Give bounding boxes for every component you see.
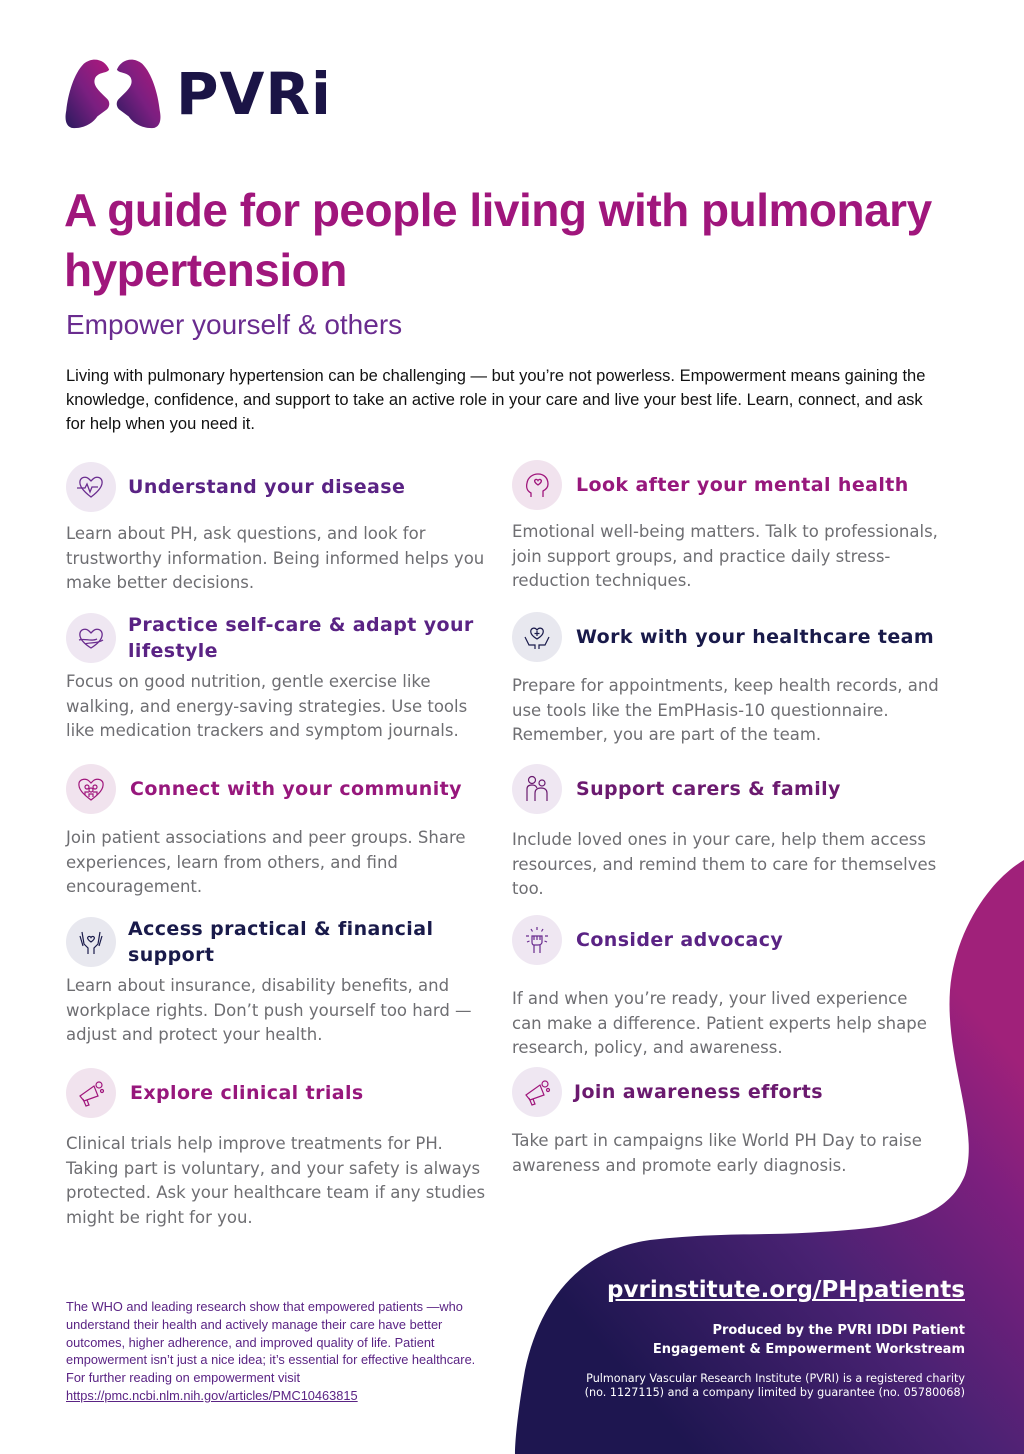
section-body: Learn about PH, ask questions, and look for trustworthy information. Being informed helps you make better decisions.: [66, 524, 485, 592]
hands-medical-heart-icon: [512, 612, 562, 662]
heart-pulse-icon: [66, 462, 116, 512]
section-title: Support carers & family: [576, 778, 841, 800]
section-body: Learn about insurance, disability benefits, and workplace rights. Don’t push yourself too hard — adjust and protect your health.: [66, 976, 472, 1044]
section-title: Explore clinical trials: [130, 1082, 364, 1104]
website-link[interactable]: pvrinstitute.org/PHpatients: [607, 1277, 965, 1303]
section-advocacy: [512, 915, 942, 1061]
section-understand-disease: [66, 462, 496, 596]
hands-holding-heart-icon: [66, 917, 116, 967]
pmc-article-link[interactable]: https://pmc.ncbi.nlm.nih.gov/articles/PMC10463815: [66, 1387, 358, 1403]
section-healthcare-team: [512, 612, 942, 748]
section-body: Focus on good nutrition, gentle exercise like walking, and energy-saving strategies. Use tools like medication trackers and symptom journals.: [66, 672, 468, 740]
community-heart-icon: [66, 764, 116, 814]
footnote-text: The WHO and leading research show that empowered patients —who understand their health and actively manage their care have better outcomes, higher adherence, and improved quality of life. Patient empowerment isn’t just a nice idea; it’s essential for effective healthcare. For further reading on empowerment visit: [66, 1299, 476, 1386]
section-clinical-trials: [66, 1068, 496, 1230]
head-heart-icon: [512, 460, 562, 510]
megaphone-icon: [66, 1068, 116, 1118]
section-title: Join awareness efforts: [574, 1081, 823, 1103]
lungs-heart-logo-icon: [64, 56, 162, 132]
section-body: If and when you’re ready, your lived experience can make a difference. Patient experts help shape research, policy, and awareness.: [512, 989, 927, 1057]
section-title: Access practical & financial support: [128, 918, 434, 966]
section-title: Work with your healthcare team: [576, 626, 935, 648]
section-body: Include loved ones in your care, help them access resources, and remind them to care for themselves too.: [512, 830, 937, 898]
section-community: [66, 764, 496, 900]
section-body: Clinical trials help improve treatments for PH. Taking part is voluntary, and your safety is always protected. Ask your healthcare team if any studies might be right for you.: [66, 1134, 486, 1227]
pvri-logo: [64, 56, 332, 132]
charity-notice: [585, 1372, 965, 1399]
self-hug-heart-icon: [66, 613, 116, 663]
section-body: Take part in campaigns like World PH Day to raise awareness and promote early diagnosis.: [512, 1131, 922, 1175]
page-subtitle: Empower yourself & others: [66, 309, 403, 340]
charity-line-2: (no. 1127115) and a company limited by guarantee (no. 05780068): [584, 1385, 965, 1399]
section-title: Connect with your community: [130, 778, 462, 800]
charity-line-1: Pulmonary Vascular Research Institute (PVRI) is a registered charity: [586, 1372, 965, 1385]
produced-by: [585, 1321, 965, 1359]
section-title: Practice self-care & adapt your lifestyle: [128, 614, 474, 662]
produced-line-2: Engagement & Empowerment Workstream: [652, 1342, 965, 1357]
footer-info: [585, 1277, 965, 1399]
section-title: Consider advocacy: [576, 929, 784, 951]
section-title: Look after your mental health: [576, 474, 909, 496]
section-awareness: [512, 1067, 942, 1178]
page-title: A guide for people living with pulmonary hypertension: [64, 184, 932, 296]
megaphone-icon: [512, 1067, 562, 1117]
section-body: Emotional well-being matters. Talk to professionals, join support groups, and practice daily stress-reduction techniques.: [512, 522, 938, 590]
section-body: Join patient associations and peer groups. Share experiences, learn from others, and find encouragement.: [66, 828, 466, 896]
section-practical-financial: [66, 916, 496, 1048]
section-carers-family: [512, 764, 942, 902]
research-footnote: [66, 1298, 486, 1405]
raised-fist-icon: [512, 915, 562, 965]
section-body: Prepare for appointments, keep health records, and use tools like the EmPHasis-10 questionnaire. Remember, you are part of the team.: [512, 676, 939, 744]
section-title: Understand your disease: [128, 476, 406, 498]
section-mental-health: [512, 460, 942, 594]
family-icon: [512, 764, 562, 814]
brand-name: PVRi: [176, 60, 332, 128]
produced-line-1: Produced by the PVRI IDDI Patient: [712, 1323, 965, 1338]
intro-paragraph: Living with pulmonary hypertension can be challenging — but you’re not powerless. Empowerment means gaining the knowledge, confidence, and support to take an active role in your care and live your best life. Learn, connect, and ask for help when you need it.: [66, 367, 926, 433]
section-self-care: [66, 612, 496, 744]
